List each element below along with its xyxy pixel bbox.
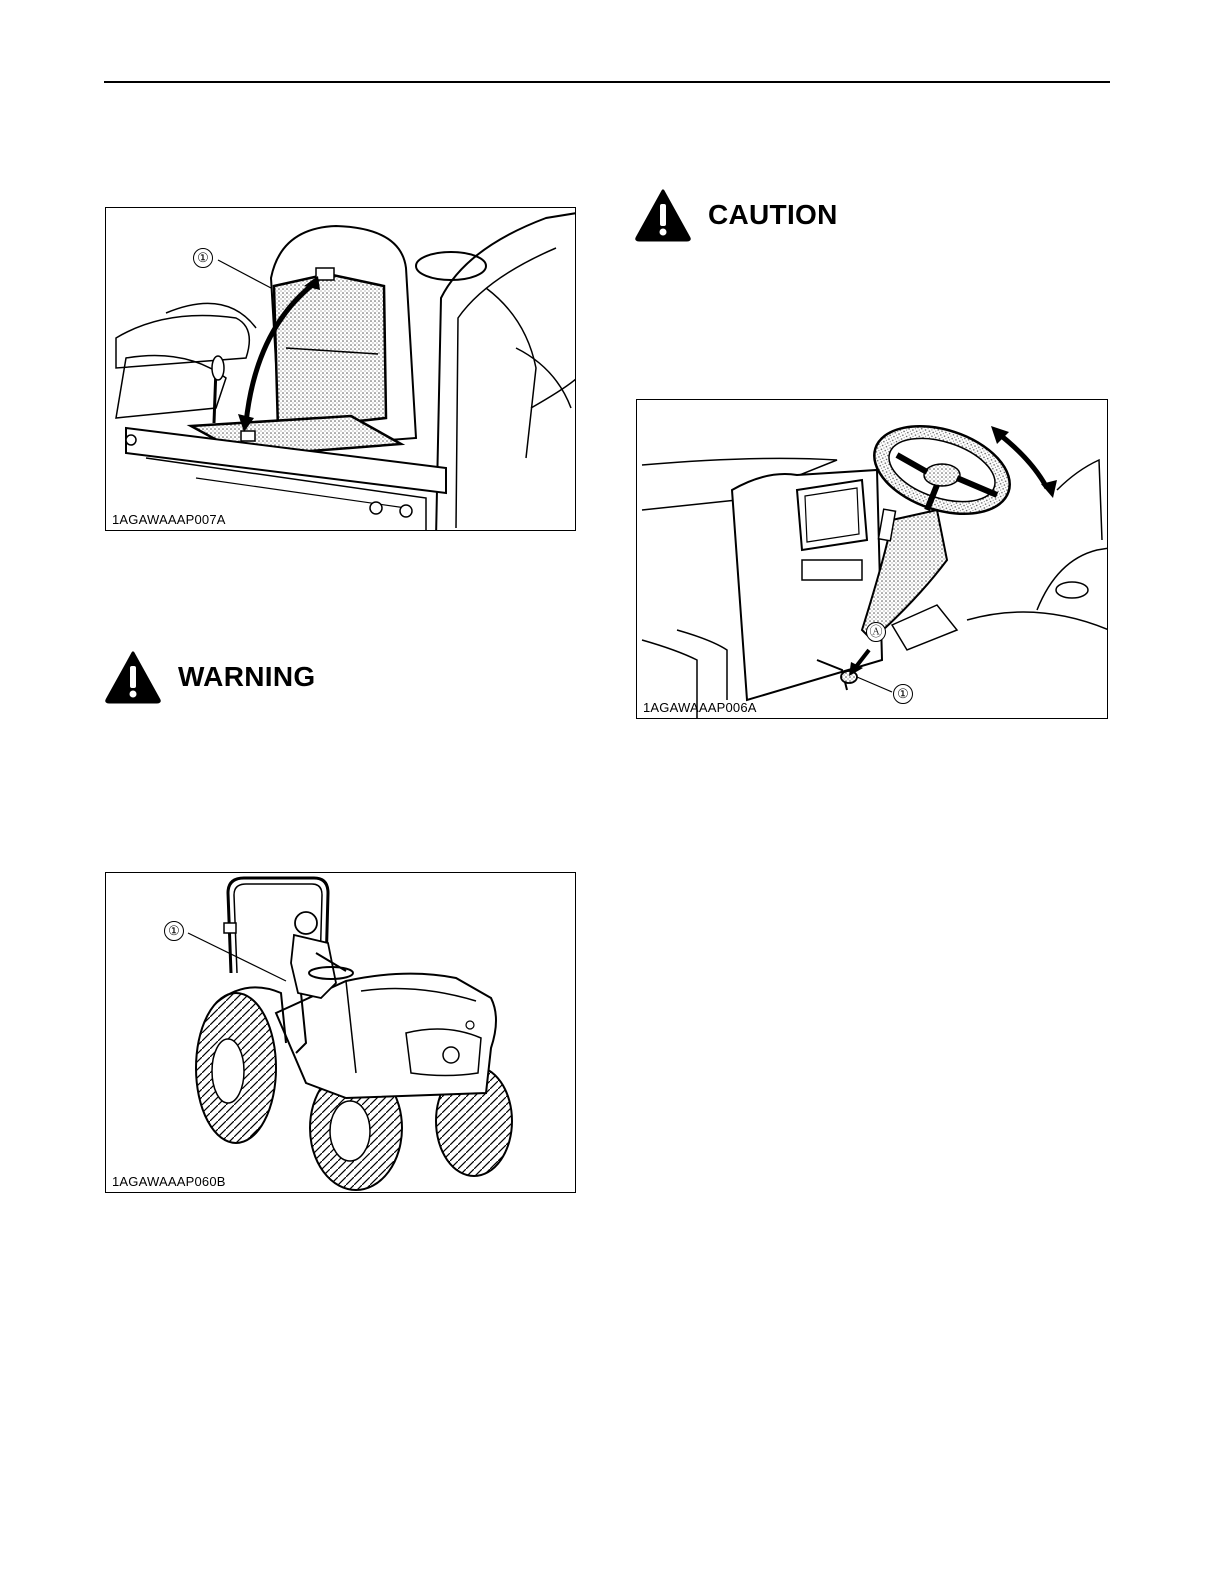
header-rule	[104, 81, 1110, 83]
caution-signal	[634, 188, 838, 242]
caution-label: CAUTION	[708, 199, 838, 230]
figure-toolbox	[105, 207, 576, 531]
figure-code: 1AGAWAAAP006A	[643, 700, 757, 715]
toolbox-lid-figure	[106, 208, 576, 531]
warning-label: WARNING	[178, 661, 316, 692]
callout-1: ①	[164, 921, 184, 941]
warning-signal	[104, 650, 315, 704]
figure-tractor	[105, 872, 576, 1193]
figure-steering	[636, 399, 1108, 719]
callout-1: ①	[893, 684, 913, 704]
warning-triangle-icon	[104, 650, 162, 704]
callout-1: ①	[193, 248, 213, 268]
caution-triangle-icon	[634, 188, 692, 242]
figure-code: 1AGAWAAAP060B	[112, 1174, 226, 1189]
callout-a: Ⓐ	[866, 622, 886, 642]
steering-tilt-figure	[637, 400, 1108, 719]
figure-code: 1AGAWAAAP007A	[112, 512, 226, 527]
